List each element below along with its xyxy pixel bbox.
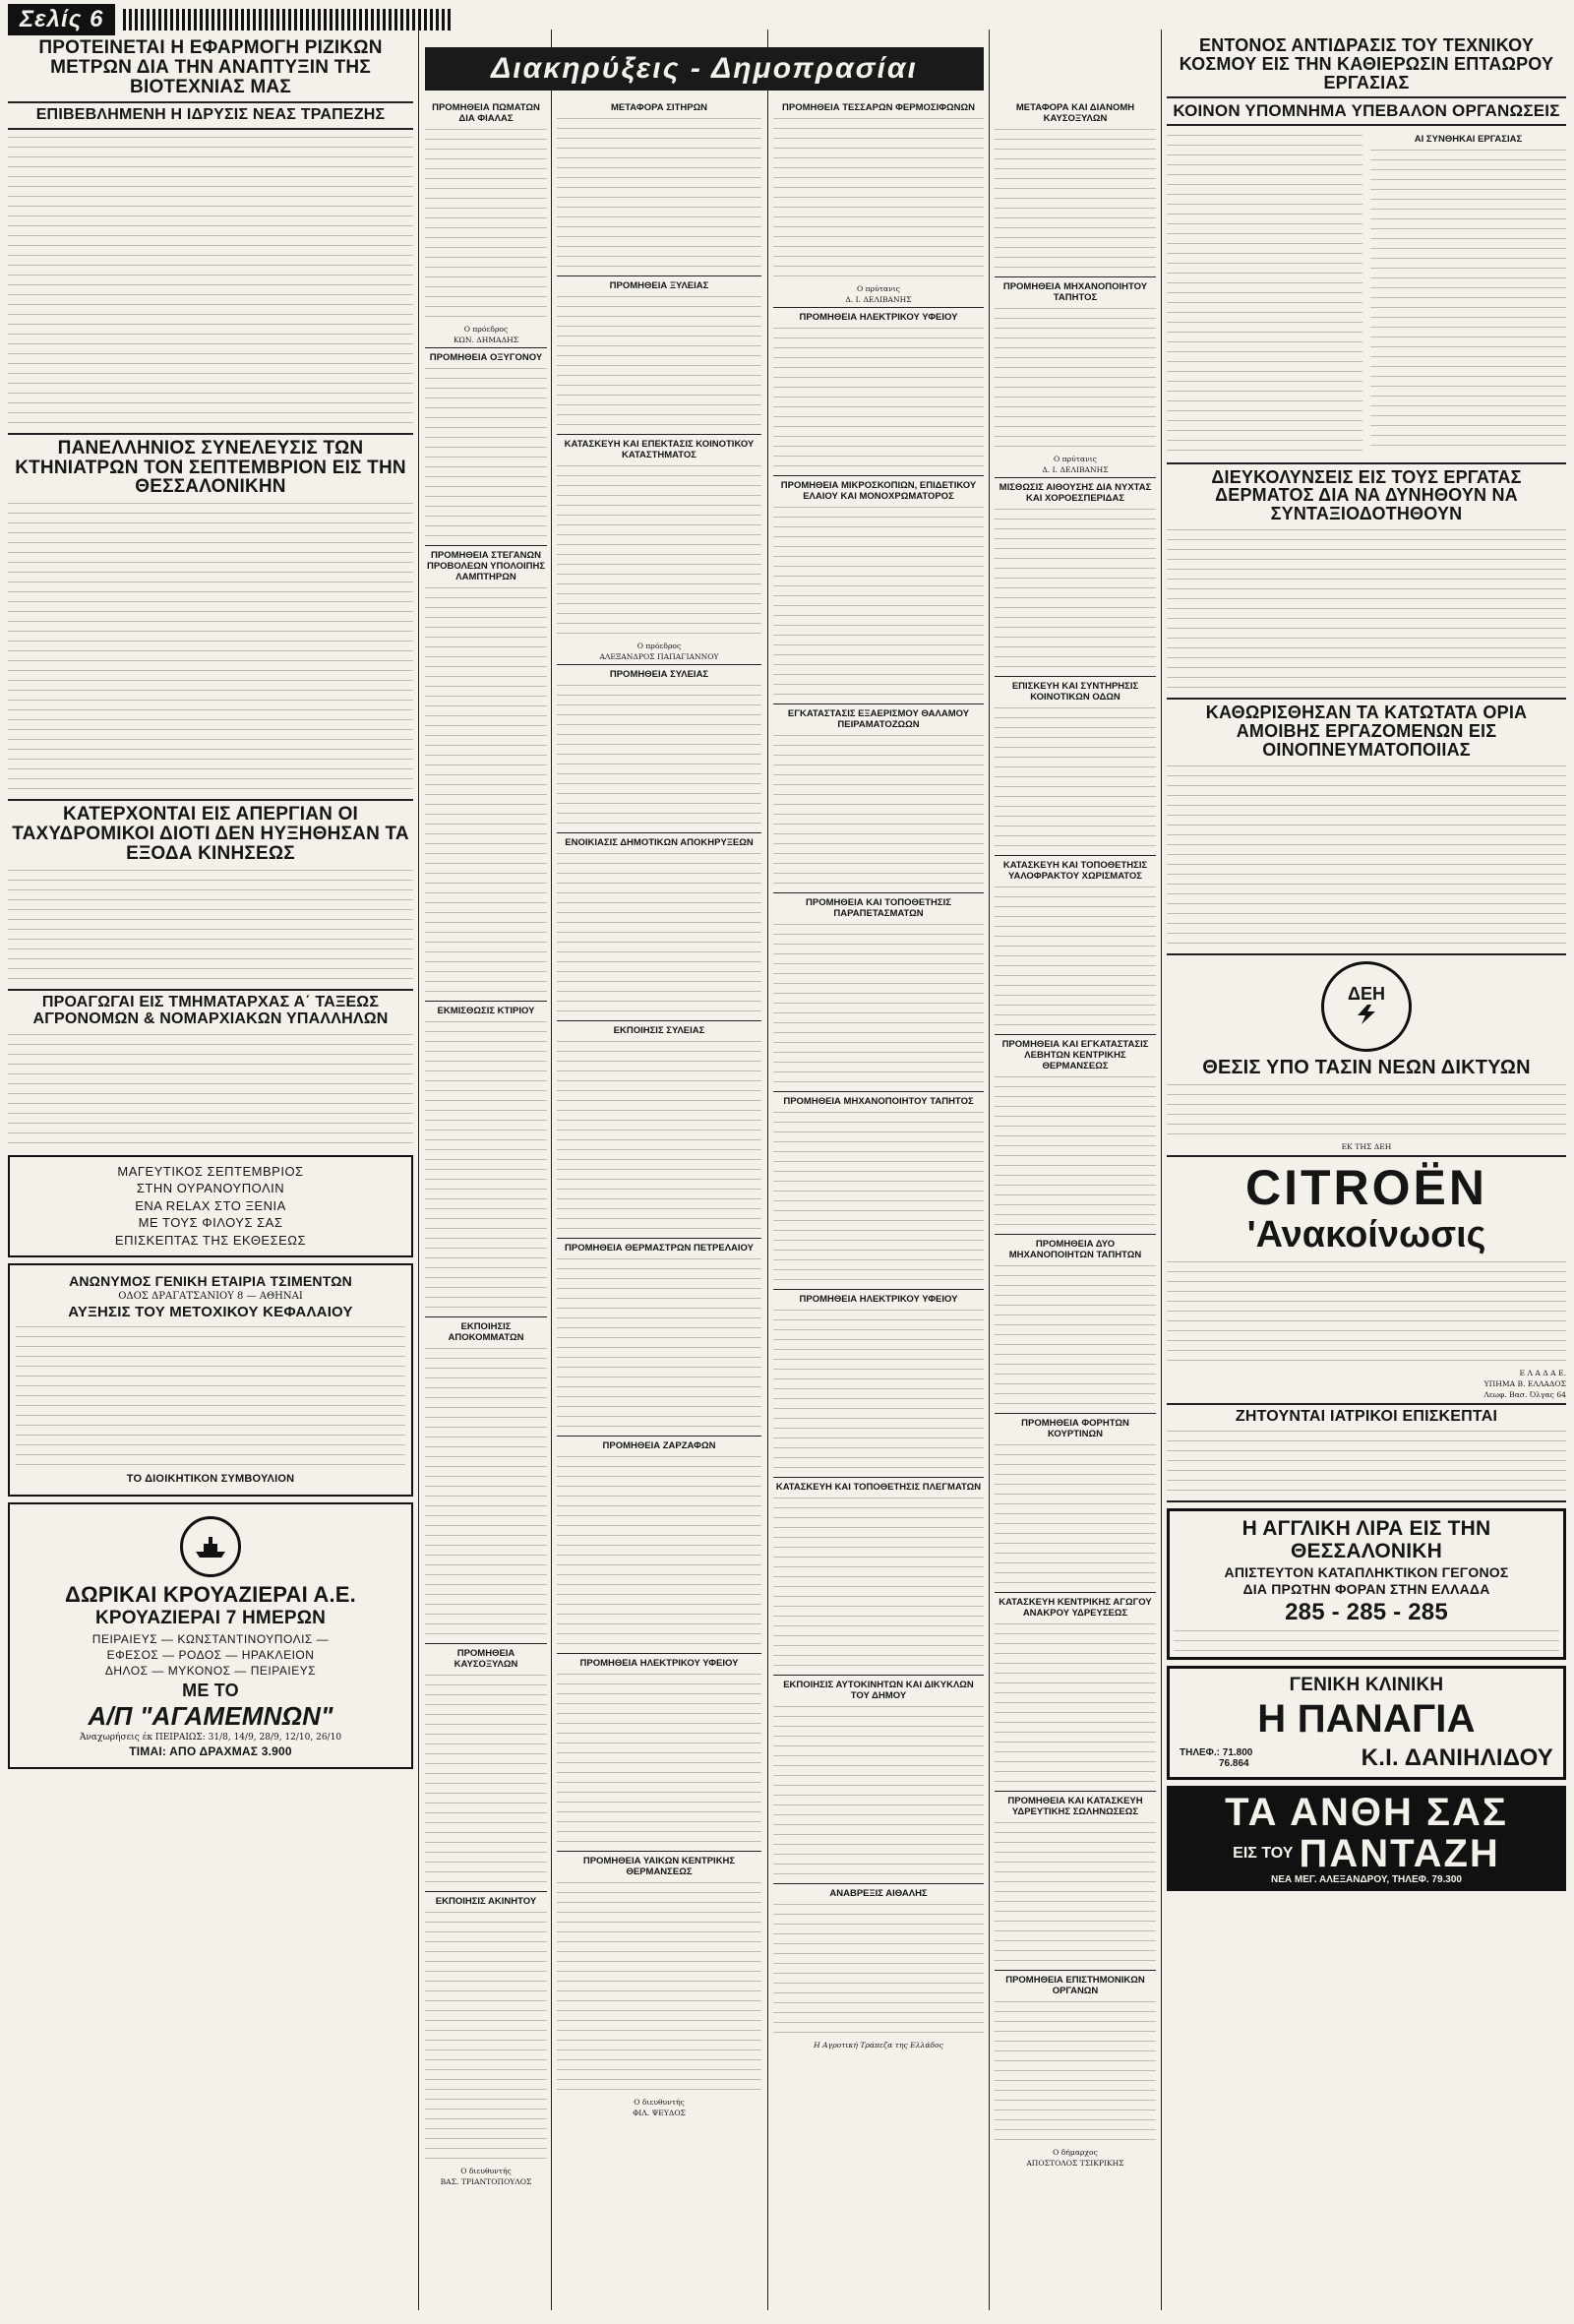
clinic-contact-row [1174,1743,1559,1773]
notice-body-text [557,1671,761,1848]
column-4 [773,98,984,2310]
section-title: ΠΡΟΜΗΘΕΙΑ ΗΛΕΚΤΡΙΚΟΥ ΥΦΕΙΟΥ [799,1294,958,1305]
ad-address: ΟΔΟΣ ΔΡΑΓΑΤΣΑΝΙΟΥ 8 — ΑΘΗΝΑΙ [118,1291,303,1303]
article-body-text [1167,763,1566,949]
ad-line: ΕΠΙΣΚΕΠΤΑΣ ΤΗΣ ΕΚΘΕΣΕΩΣ [114,1233,307,1249]
section-title: ΠΡΟΜΗΘΕΙΑ ΚΑΙ ΚΑΤΑΣΚΕΥΗ ΥΔΡΕΥΤΙΚΗΣ ΣΩΛΗΝΩΣΕΩΣ [1007,1796,1143,1817]
signature-name: ΑΠΟΣΤΟΛΟΣ ΤΣΙΚΡΙΚΗΣ [1026,2159,1124,2168]
notice-body-text [557,1453,761,1650]
notice-body-text [557,1038,761,1235]
notice-body-text [425,584,547,998]
signature-title: Ο δήμαρχος [1053,2148,1098,2157]
ad-signature: Ε Λ Α Δ Α Ε. [1519,1368,1566,1377]
notice-body-text [773,1495,984,1672]
section-title: ΠΡΟΜΗΘΕΙΑ ΚΑΙ ΕΓΚΑΤΑΣΤΑΣΙΣ ΛΕΒΗΤΩΝ ΚΕΝΤΡΙΚΗΣ ΘΕΡΜΑΝΣΕΩΣ [1001,1039,1149,1071]
article-body-text [8,134,413,429]
ad-title: ΔΩΡΙΚΑΙ ΚΡΟΥΑΖΙΕΡΑΙ Α.Ε. [64,1581,356,1607]
clinic-phone-label: ΤΗΛΕΦ.: [1180,1746,1220,1758]
ad-line: ΣΤΗΝ ΟΥΡΑΝΟΥΠΟΛΙΝ [136,1181,285,1196]
notice-body-text [995,305,1156,453]
article-body-text [8,500,413,795]
divider [773,1675,984,1676]
article-kicker: ΑΙ ΣΥΝΘΗΚΑΙ ΕΡΓΑΣΙΑΣ [1414,133,1523,145]
divider [1167,1155,1566,1157]
divider [8,433,413,435]
column-2 [425,98,547,2310]
headline: ΔΙΕΥΚΟΛΥΝΣΕΙΣ ΕΙΣ ΤΟΥΣ ΕΡΓΑΤΑΣ ΔΕΡΜΑΤΟΣ ΔΙΑ ΝΑ ΔΥΝΗΘΟΥΝ ΝΑ ΣΥΝΤΑΞΙΟΔΟΤΗΘΟΥΝ [1211,466,1522,524]
deh-logo-text: ΔΕΗ [1348,984,1385,1005]
divider [995,477,1156,478]
ad-signature: ΥΠΗΜΑ Β. ΕΛΛΑΔΟΣ [1483,1378,1566,1388]
notice-body-text [773,1901,984,2039]
divider [8,989,413,991]
divider [773,1289,984,1290]
divider [1167,698,1566,700]
notice-body-text [557,462,761,640]
signature-title: Ο διευθυντής [634,2098,685,2107]
section-title: ΕΓΚΑΤΑΣΤΑΣΙΣ ΕΞΑΕΡΙΣΜΟΥ ΘΑΛΑΜΟΥ ΠΕΙΡΑΜΑΤΟΖΩΩΝ [787,708,970,730]
divider [773,475,984,476]
divider [8,799,413,801]
notice-body-text [773,1109,984,1286]
notice-body-text [425,1018,547,1314]
clinic-phone: 71.800 [1222,1746,1253,1758]
divider [8,101,413,103]
notice-body-text [773,732,984,889]
section-title: ΜΕΤΑΦΟΡΑ ΣΙΤΗΡΩΝ [610,102,708,113]
clinic-phone: 76.864 [1219,1757,1249,1769]
divider [995,276,1156,277]
divider [1167,462,1566,464]
section-title: ΠΡΟΜΗΘΕΙΑ ΟΞΥΓΟΝΟΥ [429,352,543,363]
divider [773,703,984,704]
section-title: ΚΑΤΑΣΚΕΥΗ ΚΕΝΤΡΙΚΗΣ ΑΓΩΓΟΥ ΑΝΑΚΡΟΥ ΥΔΡΕΥΣΕΩΣ [999,1597,1152,1619]
notice-body-text [557,682,761,829]
ad-doric-cruises [8,1502,413,1769]
divider [557,832,761,833]
divider [557,1436,761,1437]
divider [1167,96,1566,98]
section-title: ΠΡΟΜΗΘΕΙΑ ΖΑΡΖΑΦΩΝ [602,1440,716,1451]
signature-name: ΚΩΝ. ΔΗΜΑΔΗΣ [453,336,519,344]
divider [425,1891,547,1892]
ad-signature: Λεωφ. Βασ. Όλγας 64 [1483,1389,1566,1399]
flowers-name: ΠΑΝΤΑΖΗ [1299,1832,1500,1876]
article-body-text [8,867,413,985]
signature-title: Ο πρύτανις [1054,455,1097,463]
notice-body-text [995,704,1156,852]
divider [773,892,984,893]
divider [773,307,984,308]
divider [425,1643,547,1644]
notice-body-text [995,1998,1156,2146]
divider [557,664,761,665]
signature-name: ΒΑΣ. ΤΡΙΑΝΤΟΠΟΥΛΟΣ [440,2177,532,2186]
section-title: ΠΡΟΜΗΘΕΙΑ ΘΕΡΜΑΣΤΡΩΝ ΠΕΤΡΕΛΑΙΟΥ [565,1243,754,1254]
signature-name: ΦΙΛ. ΨΕΥΔΟΣ [633,2109,686,2117]
notice-body-text [425,365,547,542]
ad-citroen [1167,1161,1566,1399]
divider [425,347,547,348]
notice-body-text [773,921,984,1088]
ad-cement-company [8,1263,413,1497]
notice-body-text [773,1703,984,1880]
column-3 [557,98,761,2310]
ad-heading: ΑΥΞΗΣΙΣ ΤΟΥ ΜΕΤΟΧΙΚΟΥ ΚΕΦΑΛΑΙΟΥ [68,1304,353,1321]
signature-title: Ο διευθυντής [460,2167,512,2175]
signature-name: ΑΛΕΞΑΝΔΡΟΣ ΠΑΠΑΓΙΑΝΝΟΥ [599,652,719,661]
section-title: ΠΡΟΜΗΘΕΙΑ ΣΤΕΓΑΝΩΝ ΠΡΟΒΟΛΕΩΝ ΥΠΟΛΟΙΠΗΣ ΛΑΜΠΤΗΡΩΝ [426,550,546,582]
ad-deh [1167,961,1566,1151]
flowers-line: ΤΑ ΑΝΘΗ ΣΑΣ [1225,1791,1508,1835]
article-body-text [1370,147,1566,452]
signature-name: Η Αγροτική Τράπεζα της Ελλάδος [814,2041,943,2049]
column-6 [1167,33,1566,2312]
citroen-announcement: 'Ανακοίνωσις [1246,1213,1486,1255]
ad-signature: ΤΟ ΔΙΟΙΚΗΤΙΚΟΝ ΣΥΜΒΟΥΛΙΟΝ [126,1473,295,1485]
flowers-prefix: ΕΙΣ ΤΟΥ [1233,1845,1294,1863]
divider [1167,1500,1566,1502]
signature-title: Ο πρύτανις [857,284,900,293]
ad-route: ΔΗΛΟΣ — ΜΥΚΟΝΟΣ — ΠΕΙΡΑΙΕΥΣ [104,1663,317,1678]
divider [773,1883,984,1884]
signature-title: Ο πρόεδρος [463,325,509,334]
headline: ΠΡΟΤΕΙΝΕΤΑΙ Η ΕΦΑΡΜΟΓΗ ΡΙΖΙΚΩΝ ΜΕΤΡΩΝ ΔΙΑ ΤΗΝ ΑΝΑΠΤΥΞΙΝ ΤΗΣ ΒΙΟΤΕΧΝΙΑΣ ΜΑΣ [38,37,383,97]
divider [557,1851,761,1852]
column-rule [767,30,768,2310]
ad-line: ΕΝΑ RELAX ΣΤΟ ΞΕΝΙΑ [135,1197,286,1213]
notice-body-text [557,1879,761,2096]
section-title: ΠΡΟΜΗΘΕΙΑ ΜΙΚΡΟΣΚΟΠΙΩΝ, ΕΠΙΔΕΤΙΚΟΥ ΕΛΑΙΟΥ ΚΑΙ ΜΟΝΟΧΡΩΜΑΤΟΡΟΣ [780,480,977,502]
column-rule [1161,30,1162,2310]
ad-ship-name: Α/Π "ΑΓΑΜΕΜΝΩΝ" [88,1701,333,1732]
deh-logo-icon [1321,961,1412,1052]
notice-body-text [557,1255,761,1433]
section-title: ΠΡΟΜΗΘΕΙΑ ΗΛΕΚΤΡΙΚΟΥ ΥΦΕΙΟΥ [579,1658,739,1669]
notice-body-text [773,1307,984,1474]
divider [1167,124,1566,126]
section-title: ΚΑΤΑΣΚΕΥΗ ΚΑΙ ΤΟΠΟΘΕΤΗΣΙΣ ΥΑΛΟΦΡΑΚΤΟΥ ΧΩΡΙΣΜΑΤΟΣ [1002,860,1148,882]
notice-body-text [995,1621,1156,1788]
citroen-brand: CITROËN [1245,1159,1487,1215]
divider [995,1791,1156,1792]
divider [773,1477,984,1478]
ad-route: ΠΕΙΡΑΙΕΥΣ — ΚΩΝΣΤΑΝΤΙΝΟΥΠΟΛΙΣ — [91,1631,330,1646]
section-title: ΠΡΟΜΗΘΕΙΑ ΔΥΟ ΜΗΧΑΝΟΠΟΙΗΤΩΝ ΤΑΠΗΤΩΝ [1008,1239,1142,1260]
section-title: ΜΙΣΘΩΣΙΣ ΑΙΘΟΥΣΗΣ ΔΙΑ ΝΥΧΤΑΣ ΚΑΙ ΧΟΡΟΕΣΠΕΡΙΔΑΣ [999,482,1152,504]
ad-flowers-pantazis [1167,1786,1566,1891]
divider [773,1091,984,1092]
page-masthead [8,4,453,39]
section-title: ΠΡΟΜΗΘΕΙΑ ΜΗΧΑΝΟΠΟΙΗΤΟΥ ΤΑΠΗΤΟΣ [1002,281,1148,303]
divider [1167,1403,1566,1405]
divider [557,1020,761,1021]
column-rule [551,30,552,2310]
clinic-phones [1180,1747,1252,1769]
section-title: ΕΚΠΟΙΗΣΙΣ ΑΥΤΟΚΙΝΗΤΩΝ ΚΑΙ ΔΙΚΥΚΛΩΝ ΤΟΥ ΔΗΜΟΥ [783,1680,974,1701]
headline: ΚΑΘΩΡΙΣΘΗΣΑΝ ΤΑ ΚΑΤΩΤΑΤΑ ΟΡΙΑ ΑΜΟΙΒΗΣ ΕΡΓΑΖΟΜΕΝΩΝ ΕΙΣ ΟΙΝΟΠΝΕΥΜΑΤΟΠΟΙΙΑΣ [1205,703,1528,760]
notice-body-text [995,1819,1156,1967]
article-body-text [8,1031,413,1149]
flowers-row [1173,1833,1560,1874]
divider [995,1234,1156,1235]
divider [557,1653,761,1654]
divider [995,676,1156,677]
clinic-doctor: Κ.Ι. ΔΑΝΙΗΛΙΔΟΥ [1361,1744,1553,1772]
clinic-name: Η ΠΑΝΑΓΙΑ [1257,1697,1476,1742]
divider [557,434,761,435]
divider [8,128,413,130]
ad-body-text [1167,1258,1566,1367]
notice-body-text [995,1441,1156,1589]
section-title: ΠΡΟΜΗΘΕΙΑ ΕΠΙΣΤΗΜΟΝΙΚΩΝ ΟΡΓΑΝΩΝ [1005,1975,1145,1996]
cruise-logo-icon [180,1516,241,1577]
ad-body-text [1167,1081,1566,1140]
section-title: ΚΑΤΑΣΚΕΥΗ ΚΑΙ ΤΟΠΟΘΕΤΗΣΙΣ ΠΛΕΓΜΑΤΩΝ [775,1482,982,1493]
section-title: ΠΡΟΜΗΘΕΙΑ ΞΥΛΕΙΑΣ [609,280,709,291]
section-title: ΕΚΠΟΙΗΣΙΣ ΑΠΟΚΟΜΜΑΤΩΝ [448,1321,524,1343]
ad-line: ΜΕ ΤΟΥΣ ΦΙΛΟΥΣ ΣΑΣ [138,1215,283,1231]
column-5 [995,98,1156,2310]
headline: ΚΑΤΕΡΧΟΝΤΑΙ ΕΙΣ ΑΠΕΡΓΙΑΝ ΟΙ ΤΑΧΥΔΡΟΜΙΚΟΙ ΔΙΟΤΙ ΔΕΝ ΗΥΞΗΘΗΣΑΝ ΤΑ ΕΞΟΔΑ ΚΙΝΗΣΕΩΣ [12,804,409,865]
section-title: ΕΚΠΟΙΗΣΙΣ ΣΥΛΕΙΑΣ [613,1025,705,1036]
ad-english-pound [1167,1508,1566,1660]
notice-body-text [995,1073,1156,1231]
subheadline: ΕΠΙΒΕΒΛΗΜΕΝΗ Η ΙΔΡΥΣΙΣ ΝΕΑΣ ΤΡΑΠΕΖΗΣ [35,105,386,123]
notice-body-text [995,126,1156,274]
signature-name: Δ. Ι. ΔΕΛΙΒΑΝΗΣ [1042,465,1109,474]
notice-body-text [995,506,1156,673]
article-subcolumn [1370,130,1566,459]
ad-dates: Άναχωρήσεις έκ ΠΕΙΡΑΙΩΣ: 31/8, 14/9, 28/9, 12/10, 26/10 [79,1733,342,1743]
ad-subheading: ΑΠΙΣΤΕΥΤΟΝ ΚΑΤΑΠΛΗΚΤΙΚΟΝ ΓΕΓΟΝΟΣ [1224,1563,1509,1580]
notice-body-text [425,1345,547,1640]
section-title: ΠΡΟΜΗΘΕΙΑ ΠΩΜΑΤΩΝ ΔΙΑ ΦΙΑΛΑΣ [432,102,540,124]
divider [425,545,547,546]
ad-body-text [16,1323,405,1471]
section-title: ΚΑΤΑΣΚΕΥΗ ΚΑΙ ΕΠΕΚΤΑΣΙΣ ΚΟΙΝΟΤΙΚΟΥ ΚΑΤΑΣΤΗΜΑΤΟΣ [564,439,755,460]
clinic-kicker: ΓΕΝΙΚΗ ΚΛΙΝΙΚΗ [1289,1675,1444,1696]
ad-route: ΕΦΕΣΟΣ — ΡΟΔΟΣ — ΗΡΑΚΛΕΙΟΝ [106,1647,315,1662]
divider [995,1970,1156,1971]
ad-price: ΤΙΜΑΙ: ΑΠΟ ΔΡΑΧΜΑΣ 3.900 [129,1744,292,1759]
notice-body-text [773,325,984,472]
section-title: ΕΚΠΟΙΗΣΙΣ ΑΚΙΝΗΤΟΥ [435,1896,537,1907]
ad-ouranoupolis [8,1155,413,1257]
masthead-stripe [123,9,453,31]
classifieds-banner [425,47,984,91]
article-body-text [1167,132,1362,457]
notice-body-text [425,126,547,323]
divider [425,1316,547,1317]
flowers-address: ΝΕΑ ΜΕΓ. ΑΛΕΞΑΝΔΡΟΥ, ΤΗΛΕΦ. 79.300 [1271,1874,1462,1886]
ad-phone: 285 - 285 - 285 [1285,1598,1448,1625]
ad-subheading: ΔΙΑ ΠΡΩΤΗΝ ΦΟΡΑΝ ΣΤΗΝ ΕΛΛΑΔΑ [1242,1581,1490,1598]
section-title: ΠΡΟΜΗΘΕΙΑ ΜΗΧΑΝΟΠΟΙΗΤΟΥ ΤΑΠΗΤΟΣ [783,1096,974,1107]
ad-signature: ΕΚ ΤΗΣ ΔΕΗ [1341,1141,1392,1151]
section-title: ΠΡΟΜΗΘΕΙΑ ΣΥΛΕΙΑΣ [609,669,709,680]
section-title: ΜΕΤΑΦΟΡΑ ΚΑΙ ΔΙΑΝΟΜΗ ΚΑΥΣΟΞΥΛΩΝ [1015,102,1135,124]
divider [995,1034,1156,1035]
notice-body-text [773,115,984,282]
ad-subtitle: ΚΡΟΥΑΖΙΕΡΑΙ 7 ΗΜΕΡΩΝ [94,1607,327,1628]
ad-clinic-panagia [1167,1666,1566,1780]
notice-body-text [557,850,761,1017]
notice-body-text [995,1262,1156,1410]
ad-heading: Η ΑΓΓΛΙΚΗ ΛΙΡΑ ΕΙΣ ΤΗΝ ΘΕΣΣΑΛΟΝΙΚΗ [1241,1517,1491,1562]
ad-heading: ΖΗΤΟΥΝΤΑΙ ΙΑΤΡΙΚΟΙ ΕΠΙΣΚΕΠΤΑΙ [1235,1407,1498,1425]
divider [995,855,1156,856]
notice-body-text [425,1672,547,1888]
divider [425,1001,547,1002]
column-1 [8,35,413,2316]
ad-body-text [1167,1428,1566,1497]
notice-body-text [425,1909,547,2165]
section-title: ΠΡΟΜΗΘΕΙΑ ΤΕΣΣΑΡΩΝ ΦΕΡΜΟΣΙΦΩΝΩΝ [782,102,975,113]
notice-body-text [773,504,984,701]
article-body-text [1167,526,1566,694]
page-number-badge: Σελίς 6 [8,4,115,35]
divider [1167,953,1566,955]
notice-body-text [557,115,761,273]
section-title: ΠΡΟΜΗΘΕΙΑ ΥΑΙΚΩΝ ΚΕΝΤΡΙΚΗΣ ΘΕΡΜΑΝΣΕΩΣ [582,1856,736,1877]
notice-body-text [995,884,1156,1031]
section-title: ΑΝΑΒΡΕΞΙΣ ΑΙΘΑΛΗΣ [829,1888,928,1899]
column-rule [989,30,990,2310]
banner-title: Διακηρύξεις - Δημοπρασίαι [491,52,918,85]
headline: ΠΑΝΕΛΛΗΝΙΟΣ ΣΥΝΕΛΕΥΣΙΣ ΤΩΝ ΚΤΗΝΙΑΤΡΩΝ ΤΟΝ ΣΕΠΤΕΜΒΡΙΟΝ ΕΙΣ ΤΗΝ ΘΕΣΣΑΛΟΝΙΚΗΝ [15,437,406,498]
signature-name: Δ. Ι. ΔΕΛΙΒΑΝΗΣ [845,295,912,304]
ad-with: ΜΕ ΤΟ [182,1681,239,1701]
column-rule [418,30,419,2310]
section-title: ΕΚΜΙΣΘΩΣΙΣ ΚΤΙΡΙΟΥ [437,1006,535,1016]
signature-title: Ο πρόεδρος [636,642,682,650]
ad-title: ΑΝΩΝΥΜΟΣ ΓΕΝΙΚΗ ΕΤΑΙΡΙΑ ΤΣΙΜΕΝΤΩΝ [69,1272,352,1289]
section-title: ΕΝΟΙΚΙΑΣΙΣ ΔΗΜΟΤΙΚΩΝ ΑΠΟΚΗΡΥΞΕΩΝ [565,837,754,848]
notice-body-text [557,293,761,431]
divider [557,275,761,276]
headline: ΕΝΤΟΝΟΣ ΑΝΤΙΔΡΑΣΙΣ ΤΟΥ ΤΕΧΝΙΚΟΥ ΚΟΣΜΟΥ ΕΙΣ ΤΗΝ ΚΑΘΙΕΡΩΣΙΝ ΕΠΤΑΩΡΟΥ ΕΡΓΑΣΙΑΣ [1179,35,1554,92]
ad-line: ΜΑΓΕΥΤΙΚΟΣ ΣΕΠΤΕΜΒΡΙΟΣ [117,1163,304,1179]
subheadline: ΚΟΙΝΟΝ ΥΠΟΜΝΗΜΑ ΥΠΕΒΑΛΟΝ ΟΡΓΑΝΩΣΕΙΣ [1173,100,1560,120]
divider [557,1238,761,1239]
section-title: ΠΡΟΜΗΘΕΙΑ ΦΟΡΗΤΩΝ ΚΟΥΡΤΙΝΩΝ [1021,1418,1129,1439]
divider [995,1413,1156,1414]
section-title: ΠΡΟΜΗΘΕΙΑ ΚΑΥΣΟΞΥΛΩΝ [454,1648,518,1670]
section-title: ΠΡΟΜΗΘΕΙΑ ΗΛΕΚΤΡΙΚΟΥ ΥΦΕΙΟΥ [799,312,958,323]
ad-heading: ΘΕΣΙΣ ΥΠΟ ΤΑΣΙΝ ΝΕΩΝ ΔΙΚΤΥΩΝ [1202,1056,1531,1078]
headline: ΠΡΟΑΓΩΓΑΙ ΕΙΣ ΤΜΗΜΑΤΑΡΧΑΣ Α΄ ΤΑΞΕΩΣ ΑΓΡΟΝΟΜΩΝ & ΝΟΜΑΡΧΙΑΚΩΝ ΥΠΑΛΛΗΛΩΝ [32,994,389,1028]
section-title: ΠΡΟΜΗΘΕΙΑ ΚΑΙ ΤΟΠΟΘΕΤΗΣΙΣ ΠΑΡΑΠΕΤΑΣΜΑΤΩΝ [806,897,951,919]
article-columns [1167,130,1566,459]
ad-body-text [1174,1627,1559,1651]
section-title: ΕΠΙΣΚΕΥΗ ΚΑΙ ΣΥΝΤΗΡΗΣΙΣ ΚΟΙΝΟΤΙΚΩΝ ΟΔΩΝ [1011,681,1139,703]
divider [995,1592,1156,1593]
